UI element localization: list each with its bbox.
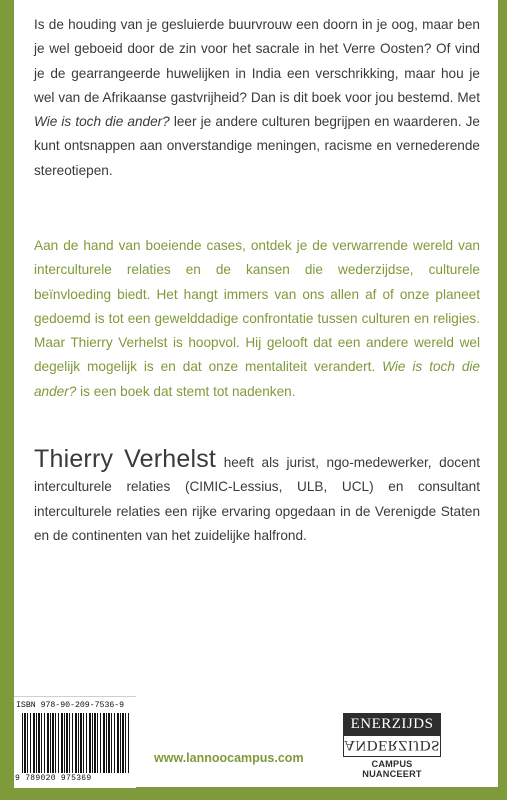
publisher-website[interactable]: www.lannoocampus.com bbox=[154, 751, 304, 765]
author-paragraph bbox=[34, 447, 480, 548]
book-title-italic: Wie is toch die ander? bbox=[34, 114, 170, 130]
intro-text-end: leer je andere culturen begrijpen en waarderen. Je kunt ontsnappen aan onverstandige meningen, racisme en vernederende stereotiepen. bbox=[34, 114, 480, 178]
logo-anderzijds: ANDERZIJDS bbox=[343, 735, 441, 757]
publisher-logo bbox=[343, 713, 441, 779]
book-title-italic-2: Wie is toch die ander? bbox=[34, 359, 480, 399]
barcode-block bbox=[14, 696, 136, 788]
text-panel bbox=[14, 0, 498, 787]
author-name: Thierry Verhelst bbox=[34, 445, 217, 473]
intro-text-start: Is de houding van je gesluierde buurvrouw een doorn in je oog, maar ben je wel geboeid door de zin voor het sacrale in het Verre Oosten? Of vind je de gearrangeerde huwelijken in India een verschrikking, maar hou je wel van de Afrikaanse gastvrijheid? Dan is dit boek voor jou bestemd. Met bbox=[34, 17, 480, 105]
summary-text-end: is een boek dat stemt tot nadenken. bbox=[76, 383, 296, 399]
summary-text-start: Aan de hand van boeiende cases, ontdek je de verwarrende wereld van interculturele relaties en de kansen die wederzijdse, culturele beïnvloeding biedt. Het hangt immers van ons allen af of onze planeet gedoemd is tot een gewelddadige confrontatie tussen culturen en religies. Maar Thierry Verhelst is hoopvol. Hij gelooft dat een andere wereld wel degelijk mogelijk is en dat onze mentaliteit verandert. bbox=[34, 238, 480, 375]
logo-campus-nuanceert: CAMPUS NUANCEERT bbox=[362, 759, 422, 779]
author-bio: heeft als jurist, ngo-medewerker, docent interculturele relaties (CIMIC-Lessius, ULB, UCL) en consultant interculturele relaties een rijke ervaring opgedaan in de Verenigde Staten en de continenten van het zuidelijke halfrond. bbox=[34, 455, 480, 543]
ean-number: 9 789020 975369 bbox=[15, 774, 135, 783]
isbn-label: ISBN 978-90-209-7536-9 bbox=[16, 701, 125, 710]
intro-paragraph bbox=[34, 13, 480, 183]
logo-enerzijds: ENERZIJDS bbox=[343, 713, 441, 735]
barcode-icon bbox=[22, 713, 130, 773]
summary-paragraph bbox=[34, 234, 480, 404]
